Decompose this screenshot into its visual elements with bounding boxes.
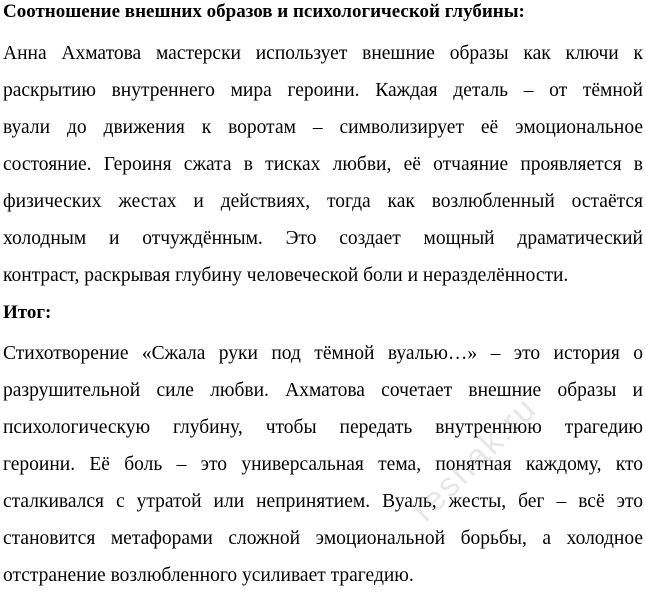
text-line: раскрытию внутреннего мира героини. Каждая деталь – от тёмной: [3, 80, 643, 101]
text-line: психологическую глубину, чтобы передать внутреннюю трагедию: [3, 417, 643, 438]
text-line: разрушительной силе любви. Ахматова сочетает внешние образы и: [3, 380, 643, 401]
text-line: холодным и отчуждённым. Это создает мощный драматический: [3, 228, 643, 249]
text-line: Анна Ахматова мастерски использует внешние образы как ключи к: [3, 43, 643, 64]
text-line: контраст, раскрывая глубину человеческой боли и неразделённости.: [3, 265, 569, 286]
text-line: отстранение возлюбленного усиливает трагедию.: [3, 565, 414, 586]
text-line: героини. Её боль – это универсальная тема, понятная каждому, кто: [3, 454, 643, 475]
text-line: состояние. Героиня сжата в тисках любви, её отчаяние проявляется в: [3, 154, 643, 175]
text-line: вуали до движения к воротам – символизирует её эмоциональное: [3, 117, 643, 138]
section-heading-summary: Итог:: [3, 302, 52, 323]
text-line: Стихотворение «Сжала руки под тёмной вуалью…» – это история о: [3, 343, 643, 364]
section-heading-correlation: Соотношение внешних образов и психологической глубины:: [3, 1, 525, 22]
text-line: физических жестах и действиях, тогда как возлюбленный остаётся: [3, 191, 643, 212]
text-line: становится метафорами сложной эмоциональной борьбы, а холодное: [3, 528, 643, 549]
watermark: reshak.ru: [404, 389, 545, 530]
text-line: сталкивался с утратой или непринятием. Вуаль, жесты, бег – всё это: [3, 491, 643, 512]
